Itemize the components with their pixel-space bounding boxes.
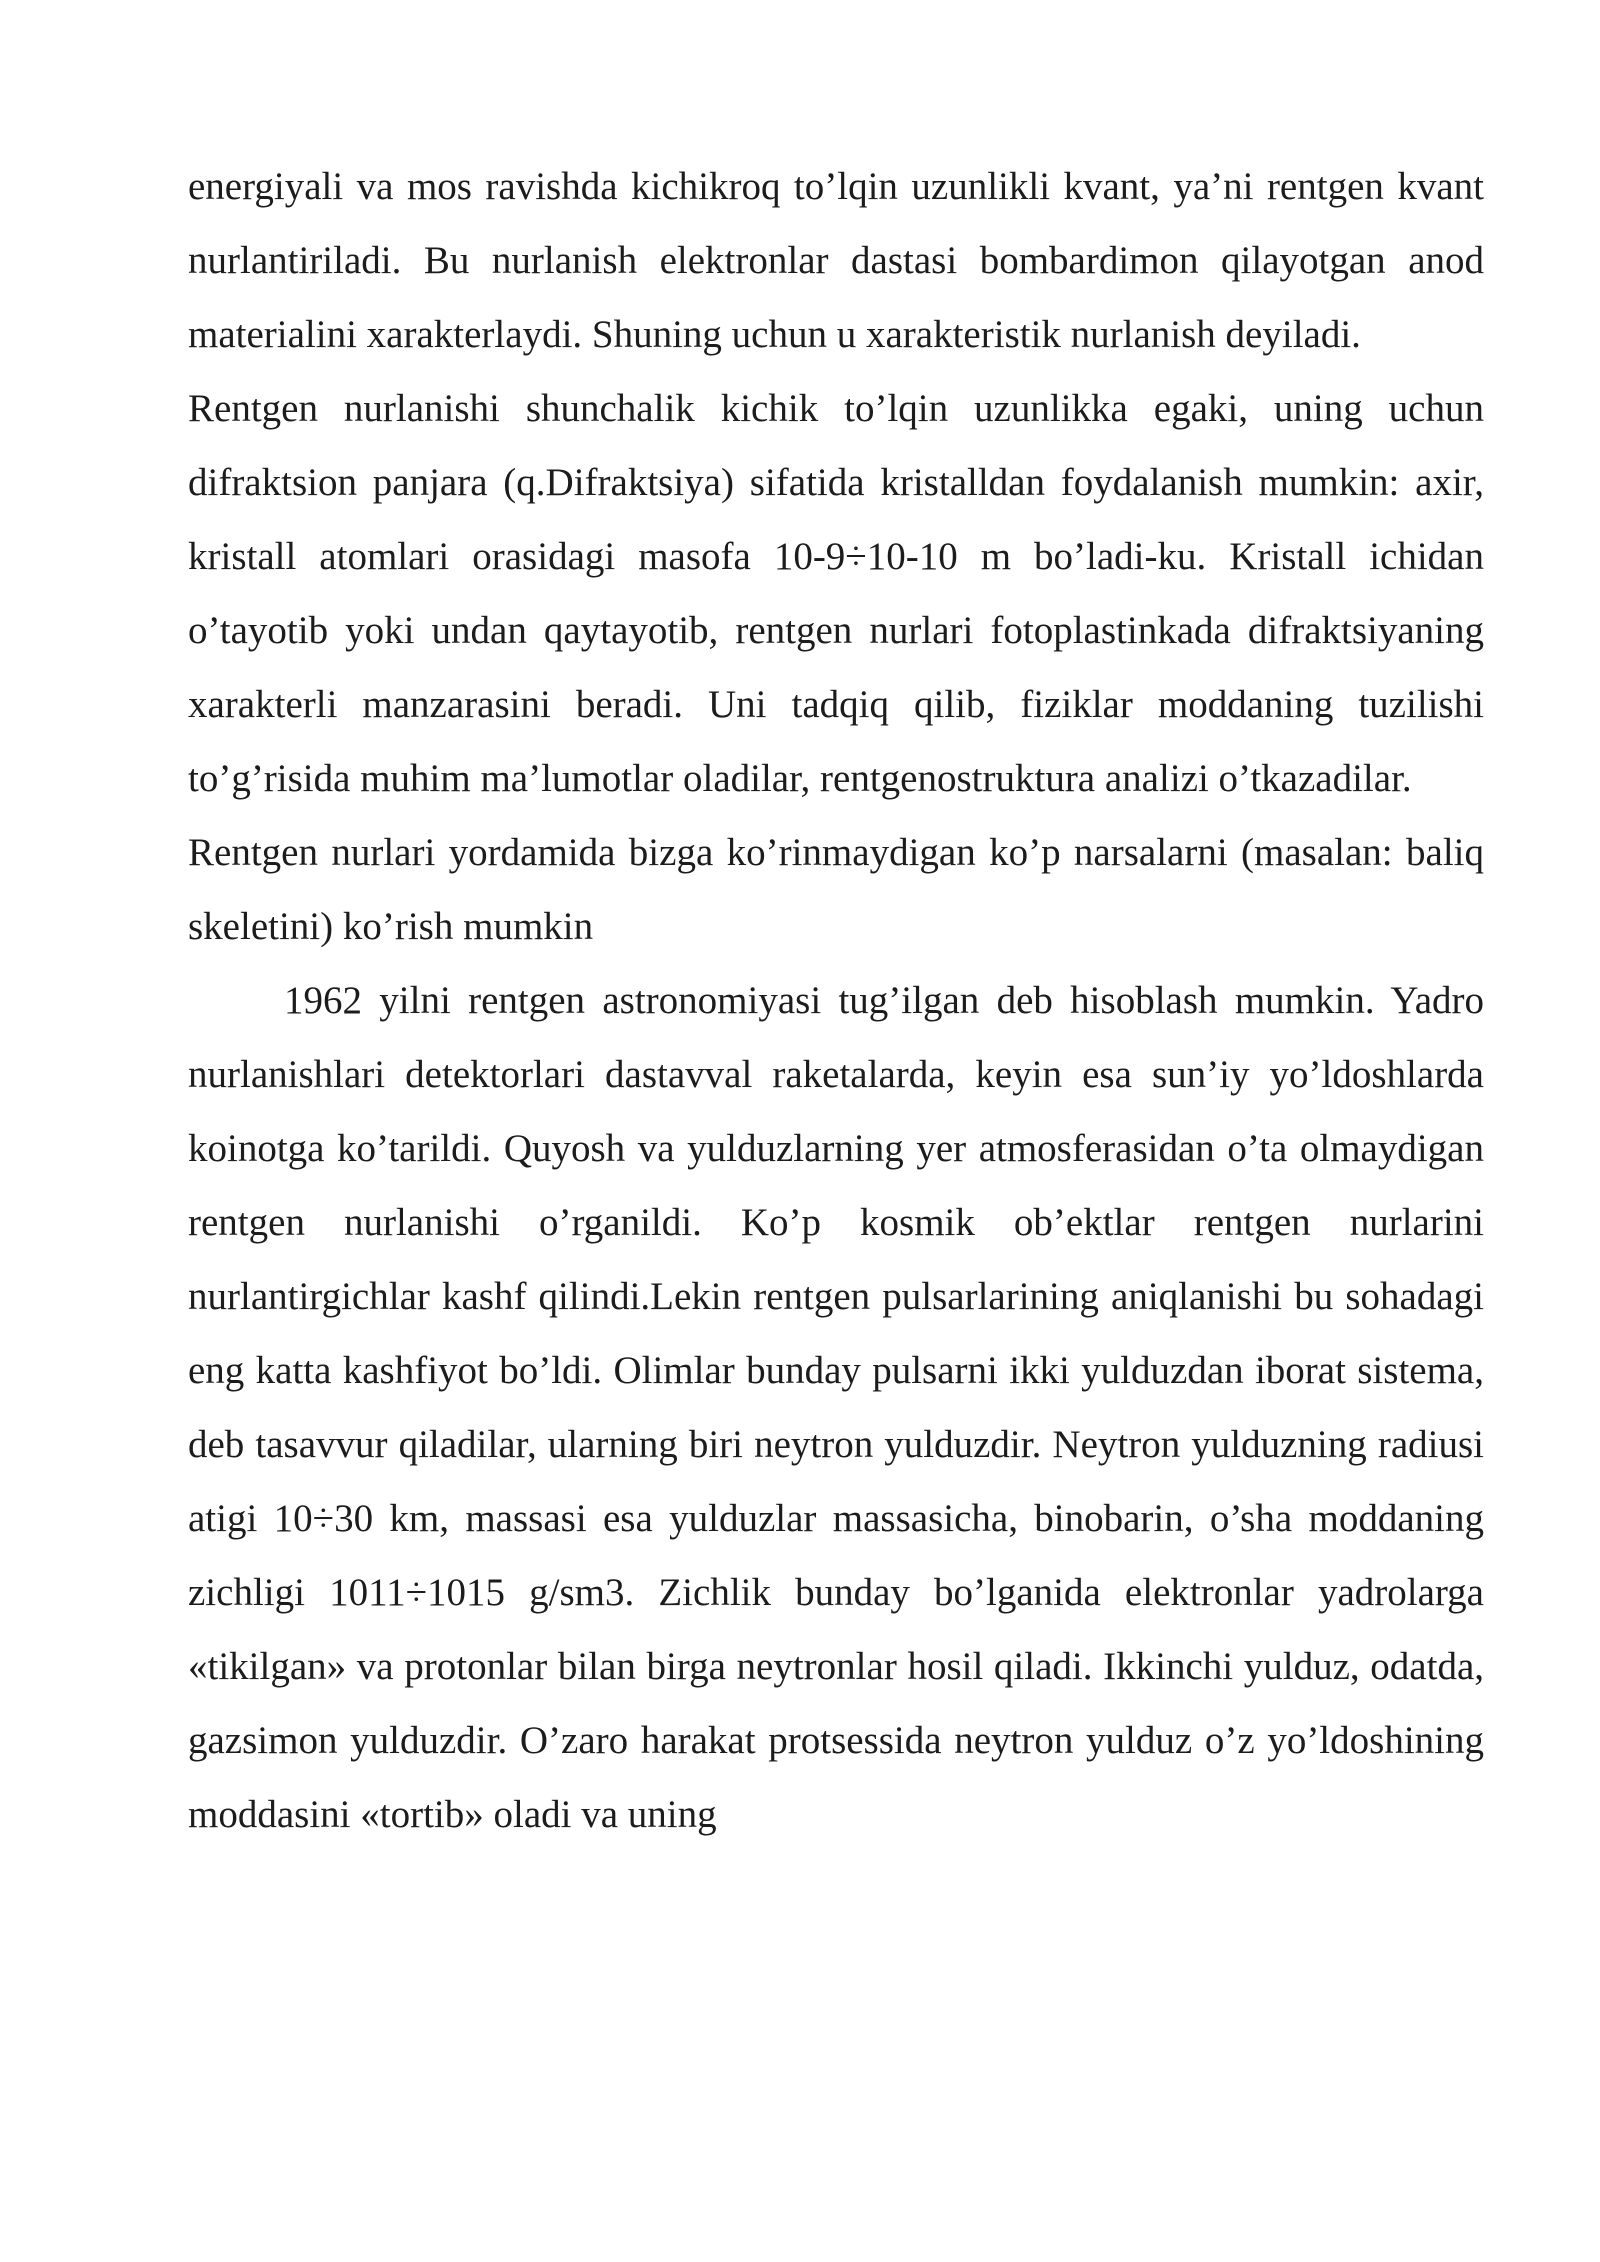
paragraph-characteristic-radiation: energiyali va mos ravishda kichikroq to’lqin uzunlikli kvant, ya’ni rentgen kvant nurlantiriladi. Bu nurlanish elektronlar dastasi bombardimon qilayotgan anod materialini xarakterlaydi. Shuning uchun u xarakteristik nurlanish deyiladi. xyxy=(188,165,1484,356)
paragraph-xray-astronomy: 1962 yilni rentgen astronomiyasi tug’ilgan deb hisoblash mumkin. Yadro nurlanishlari detektorlari dastavval raketalarda, keyin esa sun’iy yo’ldoshlarda koinotga ko’tarildi. Quyosh va yulduzlarning yer atmosferasidan o’ta olmaydigan rentgen nurlanishi o’rganildi. Ko’p kosmik ob’ektlar rentgen nurlarini nurlantirgichlar kashf qilindi.Lekin rentgen pulsarlarining aniqlanishi bu sohadagi eng katta kashfiyot bo’ldi. Olimlar bunday pulsarni ikki yulduzdan iborat sistema, deb tasavvur qiladilar, ularning biri neytron yulduzdir. Neytron yulduzning radiusi atigi 10÷30 km, massasi esa yulduzlar massasicha, binobarin, o’sha moddaning zichligi 1011÷1015 g/sm3. Zichlik bunday bo’lganida elektronlar yadrolarga «tikilgan» va protonlar bilan birga neytronlar hosil qiladi. Ikkinchi yulduz, odatda, gazsimon yulduzdir. O’zaro harakat protsessida neytron yulduz o’z yo’ldoshining moddasini «tortib» oladi va uning xyxy=(188,979,1484,1836)
paragraph-diffraction: Rentgen nurlanishi shunchalik kichik to’lqin uzunlikka egaki, uning uchun difraktsion panjara (q.Difraktsiya) sifatida kristalldan foydalanish mumkin: axir, kristall atomlari orasidagi masofa 10-9÷10-10 m bo’ladi-ku. Kristall ichidan o’tayotib yoki undan qaytayotib, rentgen nurlari fotoplastinkada difraktsiyaning xarakterli manzarasini beradi. Uni tadqiq qilib, fiziklar moddaning tuzilishi to’g’risida muhim ma’lumotlar oladilar, rentgenostruktura analizi o’tkazadilar. xyxy=(188,387,1484,800)
paragraph-xray-imaging: Rentgen nurlari yordamida bizga ko’rinmaydigan ko’p narsalarni (masalan: baliq skeletini) ko’rish mumkin xyxy=(188,831,1484,948)
body-text xyxy=(188,150,1484,1852)
